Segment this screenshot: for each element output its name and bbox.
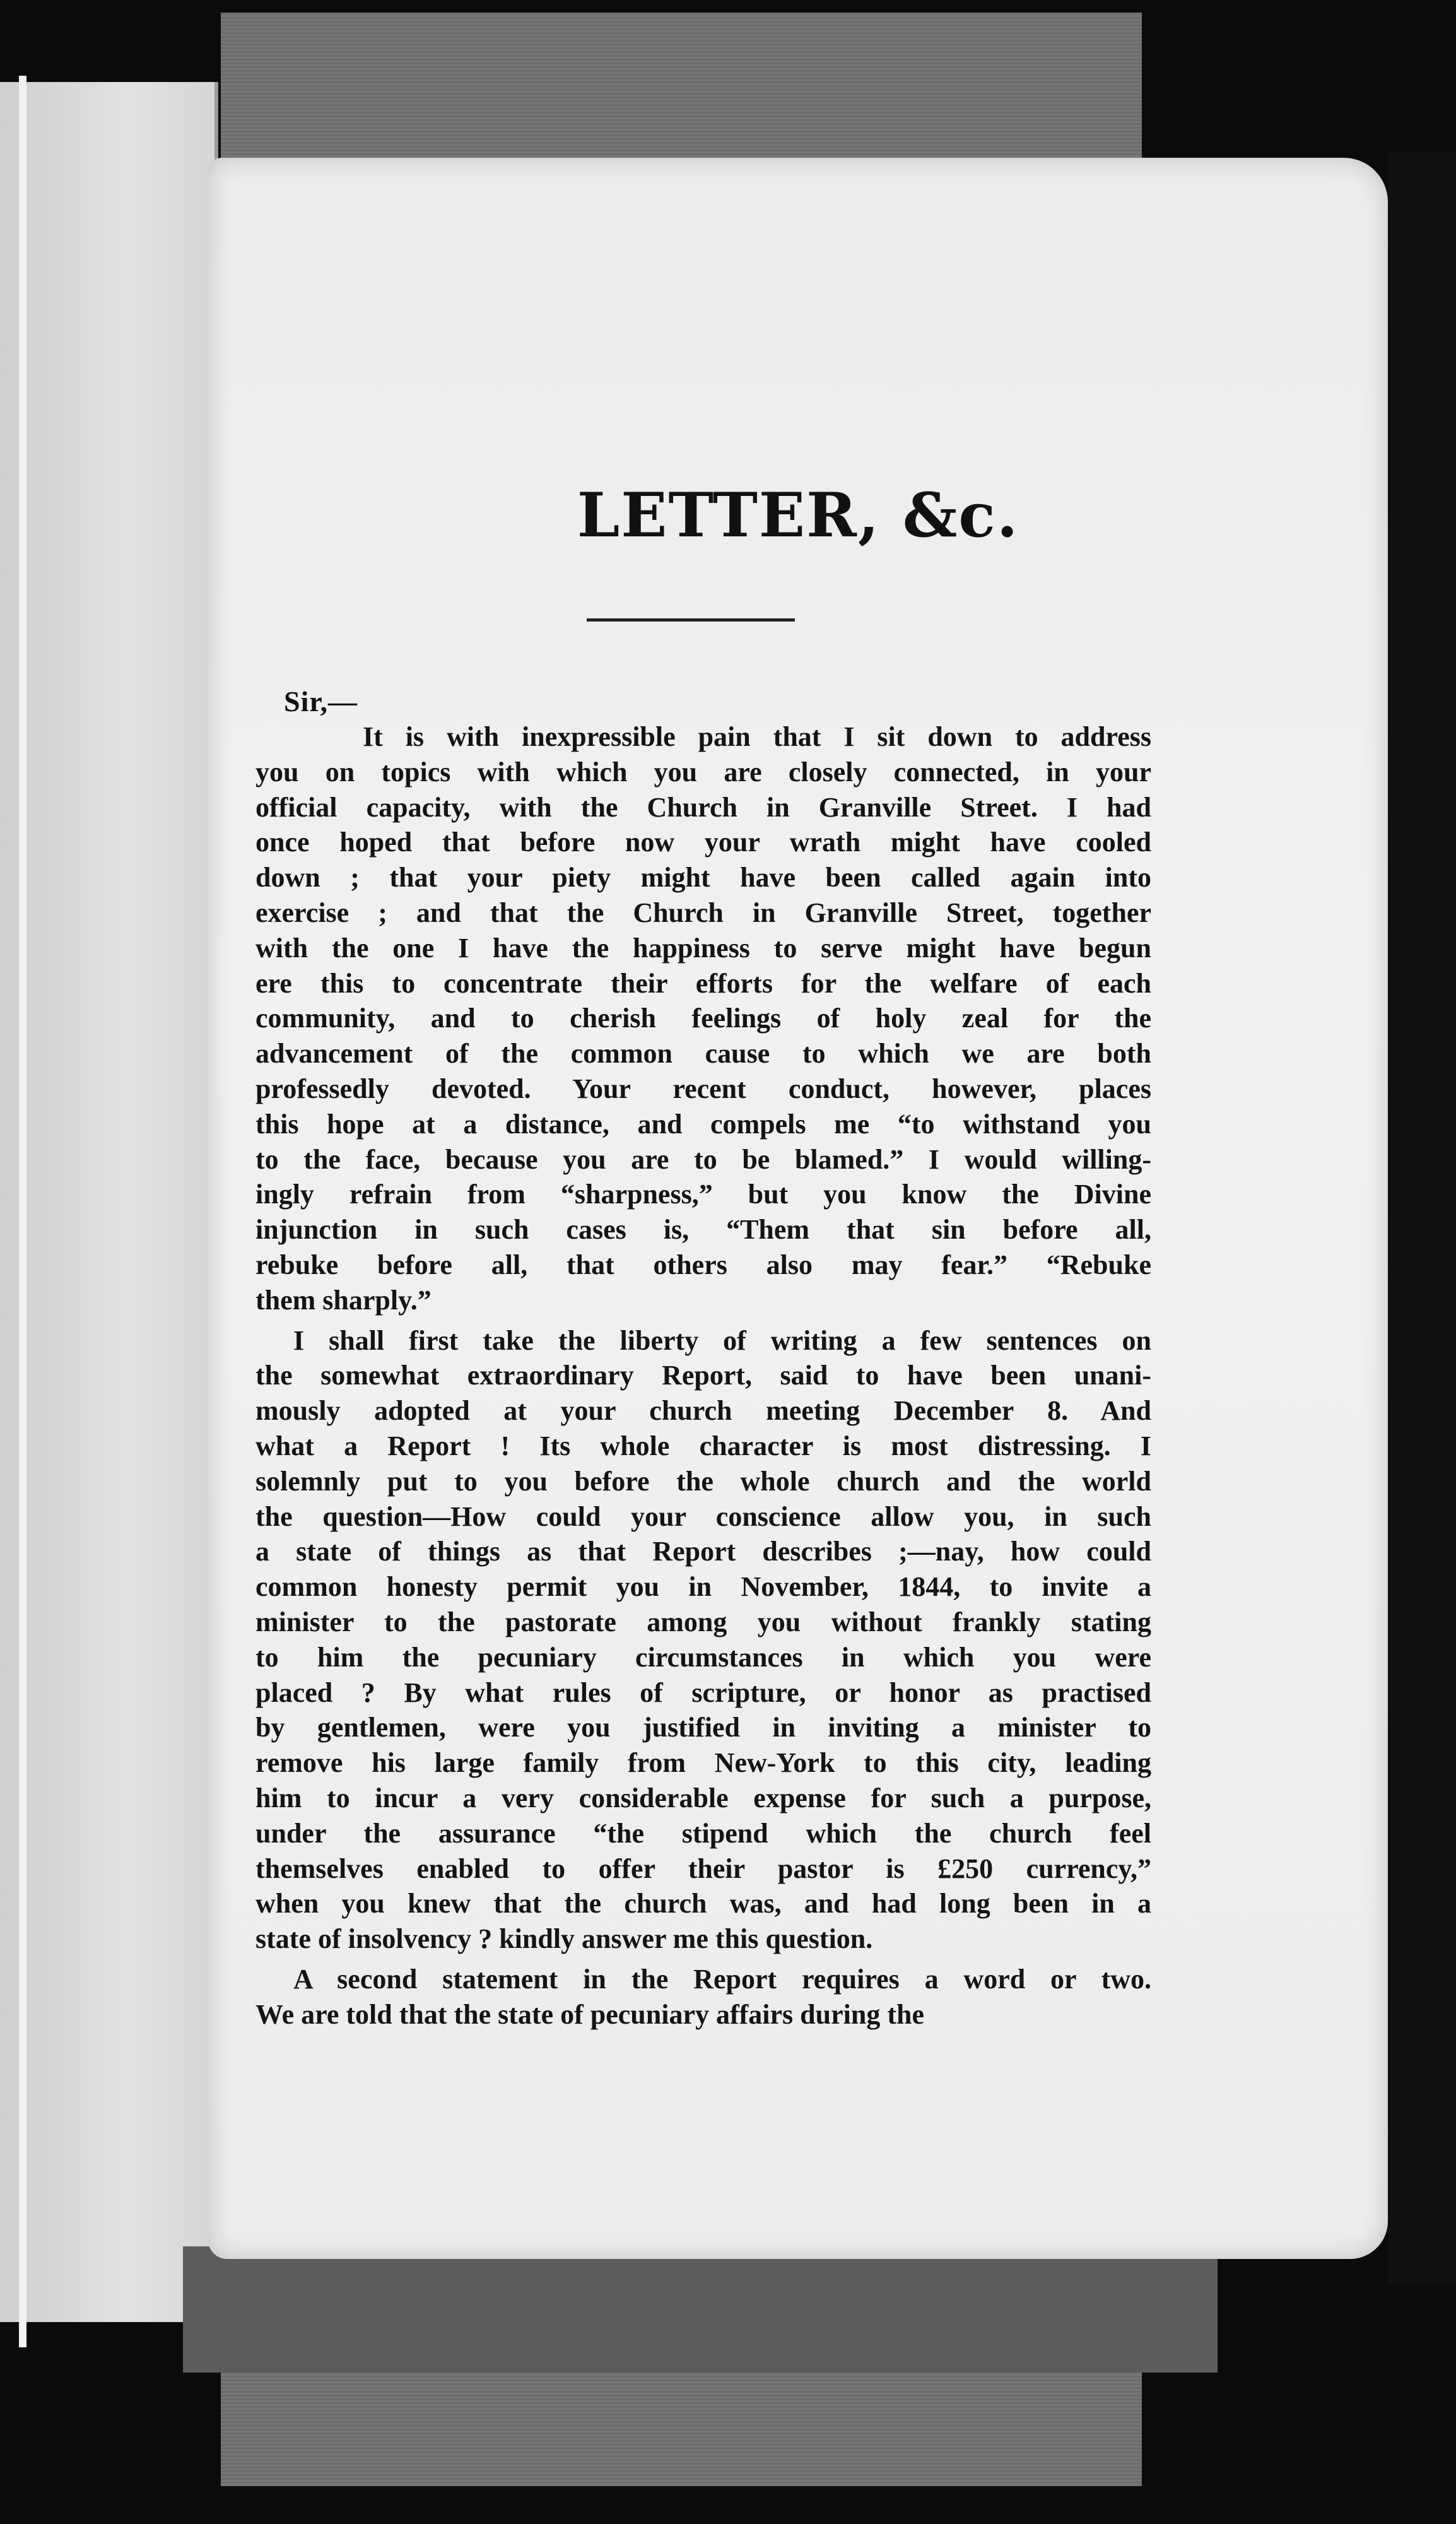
text-line: themselves enabled to offer their pastor is £250 currency,” bbox=[255, 1853, 1151, 1884]
text-line: this hope at a distance, and compels me “to withstand you bbox=[255, 1108, 1151, 1140]
salutation: Sir,— bbox=[284, 685, 358, 717]
text-line: under the assurance “the stipend which the church feel bbox=[255, 1817, 1151, 1849]
text-line: rebuke before all, that others also may fear.” “Rebuke bbox=[255, 1249, 1151, 1280]
letter-title: LETTER, &c. bbox=[577, 480, 1019, 551]
text-line: the somewhat extraordinary Report, said to have been unani- bbox=[255, 1360, 1151, 1391]
text-line: once hoped that before now your wrath might have cooled bbox=[255, 827, 1151, 858]
text-line: them sharply.” bbox=[255, 1284, 432, 1316]
text-line: by gentlemen, were you justified in inviting a minister to bbox=[255, 1712, 1151, 1743]
text-line: down ; that your piety might have been called again into bbox=[255, 862, 1151, 893]
text-line: community, and to cherish feelings of holy zeal for the bbox=[255, 1003, 1151, 1034]
text-line: when you knew that the church was, and had long been in a bbox=[255, 1888, 1151, 1920]
paragraph-gap bbox=[255, 1318, 1151, 1323]
text-line: to him the pecuniary circumstances in which you were bbox=[255, 1641, 1151, 1673]
backdrop-bottom bbox=[183, 2246, 1218, 2373]
text-line: ingly refrain from “sharpness,” but you know the Divine bbox=[255, 1179, 1151, 1210]
text-line: common honesty permit you in November, 1844, to invite a bbox=[255, 1571, 1151, 1603]
text-line: minister to the pastorate among you without frankly stating bbox=[255, 1606, 1151, 1637]
text-line: placed ? By what rules of scripture, or honor as practised bbox=[255, 1677, 1151, 1708]
text-line: I shall first take the liberty of writing a few sentences on bbox=[293, 1324, 1151, 1356]
text-line: exercise ; and that the Church in Granville Street, together bbox=[255, 897, 1151, 928]
text-line: We are told that the state of pecuniary affairs during the bbox=[255, 1998, 924, 2030]
paragraph-gap bbox=[255, 1957, 1151, 1962]
paragraph bbox=[255, 1323, 1151, 1957]
text-line: with the one I have the happiness to serve might have begun bbox=[255, 932, 1151, 964]
text-line: the question—How could your conscience allow you, in such bbox=[255, 1501, 1151, 1532]
text-line: ere this to concentrate their efforts for the welfare of each bbox=[255, 967, 1151, 999]
paragraph bbox=[255, 719, 1151, 1318]
text-line: mously adopted at your church meeting December 8. And bbox=[255, 1395, 1151, 1427]
paragraph bbox=[255, 1962, 1151, 2032]
text-line: a state of things as that Report describes ;—nay, how could bbox=[255, 1536, 1151, 1567]
page-edge bbox=[19, 76, 26, 2347]
text-line: solemnly put to you before the whole church and the world bbox=[255, 1465, 1151, 1497]
text-line: injunction in such cases is, “Them that sin before all, bbox=[255, 1214, 1151, 1246]
text-line: to the face, because you are to be blamed.” I would willing- bbox=[255, 1143, 1151, 1175]
text-line: him to incur a very considerable expense for such a purpose, bbox=[255, 1782, 1151, 1813]
text-line: official capacity, with the Church in Granville Street. I had bbox=[255, 791, 1151, 823]
adjacent-page-strip bbox=[0, 82, 218, 2322]
letter-body bbox=[255, 719, 1151, 2032]
title-rule bbox=[587, 618, 795, 622]
right-shadow bbox=[1388, 151, 1456, 2284]
text-line: professedly devoted. Your recent conduct, however, places bbox=[255, 1073, 1151, 1104]
text-line: remove his large family from New-York to this city, leading bbox=[255, 1747, 1151, 1779]
text-line: you on topics with which you are closely connected, in your bbox=[255, 756, 1151, 787]
text-line: A second statement in the Report requires a word or two. bbox=[293, 1963, 1151, 1995]
text-line: It is with inexpressible pain that I sit down to address bbox=[363, 721, 1151, 752]
text-line: advancement of the common cause to which we are both bbox=[255, 1038, 1151, 1070]
text-line: what a Report ! Its whole character is most distressing. I bbox=[255, 1430, 1151, 1461]
text-line: state of insolvency ? kindly answer me this question. bbox=[255, 1923, 873, 1955]
